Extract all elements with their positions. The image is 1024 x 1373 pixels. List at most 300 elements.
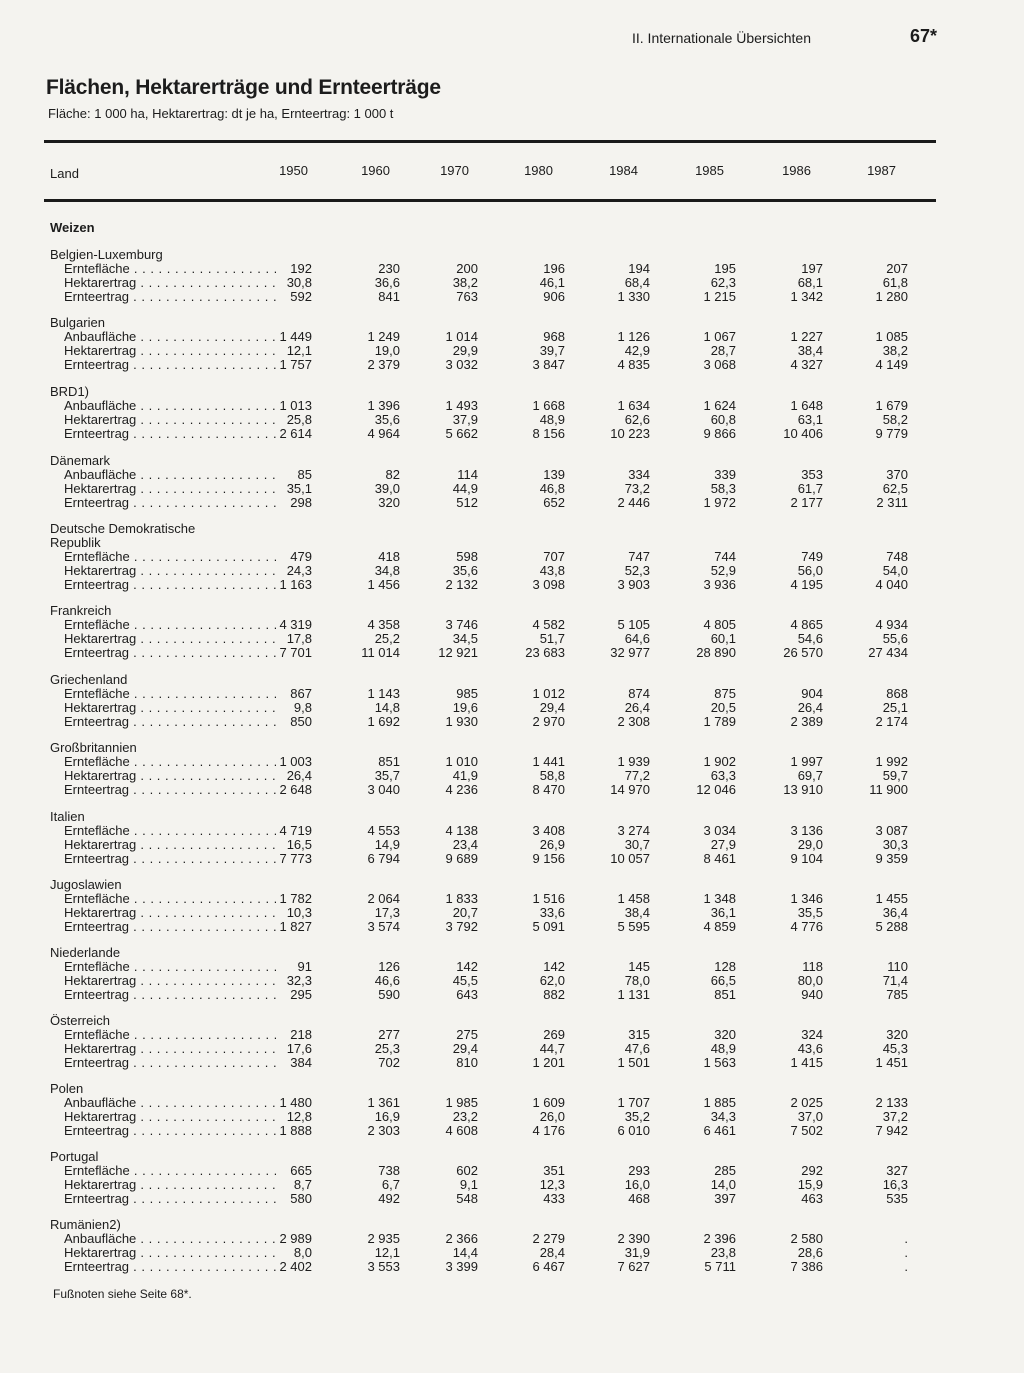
table-cell: 34,3	[710, 1109, 736, 1124]
table-cell: 463	[801, 1191, 823, 1206]
table-cell: 3 040	[367, 782, 400, 797]
table-cell: 397	[714, 1191, 736, 1206]
table-cell: 2 308	[617, 714, 650, 729]
table-cell: 58,8	[539, 768, 565, 783]
country-name: Bulgarien	[50, 315, 105, 330]
table-cell: 62,5	[882, 481, 908, 496]
footnote: Fußnoten siehe Seite 68*.	[53, 1287, 192, 1301]
table-cell: 16,9	[374, 1109, 400, 1124]
table-cell: 63,1	[797, 412, 823, 427]
table-cell: 25,3	[374, 1041, 400, 1056]
table-cell: 26,9	[539, 837, 565, 852]
table-cell: 17,8	[286, 631, 312, 646]
table-cell: 1 010	[445, 754, 478, 769]
column-header-1984: 1984	[609, 163, 638, 178]
table-cell: 34,8	[374, 563, 400, 578]
table-cell: 15,9	[797, 1177, 823, 1192]
table-cell: 2 379	[367, 357, 400, 372]
table-cell: 665	[290, 1163, 312, 1178]
table-cell: 320	[378, 495, 400, 510]
table-row	[50, 687, 930, 701]
table-cell: 35,2	[624, 1109, 650, 1124]
table-cell: .	[904, 1259, 908, 1274]
country-name: Italien	[50, 809, 85, 824]
table-cell: 12,1	[286, 343, 312, 358]
table-cell: 4 582	[532, 617, 565, 632]
table-cell: 47,6	[624, 1041, 650, 1056]
table-cell: 14 970	[610, 782, 650, 797]
table-cell: 3 553	[367, 1259, 400, 1274]
table-cell: 2 396	[703, 1231, 736, 1246]
table-cell: 10,3	[286, 905, 312, 920]
country-block	[50, 316, 930, 372]
table-cell: 868	[886, 686, 908, 701]
country-name: Großbritannien	[50, 740, 137, 755]
table-cell: 54,0	[882, 563, 908, 578]
row-label: Hektarertrag . . .	[64, 701, 276, 715]
table-cell: 749	[801, 549, 823, 564]
table-cell: 12 921	[438, 645, 478, 660]
table-cell: 2 989	[279, 1231, 312, 1246]
table-cell: 295	[290, 987, 312, 1002]
country-block	[50, 604, 930, 660]
country-block	[50, 522, 930, 592]
table-cell: 16,5	[286, 837, 312, 852]
table-cell: 292	[801, 1163, 823, 1178]
table-row	[50, 1042, 930, 1056]
row-label: Ernteertrag . . .	[64, 1192, 276, 1206]
table-row	[50, 632, 930, 646]
table-cell: 29,4	[539, 700, 565, 715]
table-cell: 62,3	[710, 275, 736, 290]
section-header: II. Internationale Übersichten	[632, 30, 811, 46]
table-cell: 1 458	[617, 891, 650, 906]
table-cell: 1 227	[790, 329, 823, 344]
row-label: Ernteertrag . . .	[64, 1124, 276, 1138]
table-cell: 126	[378, 959, 400, 974]
table-cell: 45,3	[882, 1041, 908, 1056]
table-cell: 810	[456, 1055, 478, 1070]
country-block	[50, 385, 930, 441]
table-cell: 54,6	[797, 631, 823, 646]
table-cell: 197	[801, 261, 823, 276]
table-cell: 139	[543, 467, 565, 482]
row-label: Erntefläche . . .	[64, 892, 276, 906]
table-cell: 1 985	[445, 1095, 478, 1110]
row-label: Hektarertrag . . .	[64, 1110, 276, 1124]
table-cell: 269	[543, 1027, 565, 1042]
table-cell: 46,6	[374, 973, 400, 988]
units-subtitle: Fläche: 1 000 ha, Hektarertrag: dt je ha, Ernteertrag: 1 000 t	[48, 106, 394, 121]
table-row	[50, 1164, 930, 1178]
table-cell: 42,9	[624, 343, 650, 358]
table-cell: 851	[714, 987, 736, 1002]
table-cell: 27 434	[868, 645, 908, 660]
table-cell: 110	[887, 959, 908, 974]
table-cell: 320	[714, 1027, 736, 1042]
table-cell: 1 126	[617, 329, 650, 344]
table-cell: 2 366	[445, 1231, 478, 1246]
table-cell: 30,7	[624, 837, 650, 852]
table-cell: 1 143	[367, 686, 400, 701]
table-cell: 9 104	[790, 851, 823, 866]
table-cell: 4 835	[617, 357, 650, 372]
table-cell: 3 136	[790, 823, 823, 838]
table-cell: 3 792	[445, 919, 478, 934]
table-cell: 194	[628, 261, 650, 276]
table-row	[50, 578, 930, 592]
row-label: Hektarertrag . . .	[64, 838, 276, 852]
country-block	[50, 248, 930, 304]
country-name: BRD1)	[50, 384, 90, 399]
table-cell: 2 311	[876, 495, 908, 510]
table-cell: 27,9	[710, 837, 736, 852]
table-cell: 10 223	[610, 426, 650, 441]
table-cell: 66,5	[710, 973, 736, 988]
table-cell: 61,7	[797, 481, 823, 496]
table-row	[50, 852, 930, 866]
table-cell: 43,8	[539, 563, 565, 578]
table-cell: 1 888	[279, 1123, 312, 1138]
table-cell: 6 010	[617, 1123, 650, 1138]
table-cell: 118	[802, 959, 823, 974]
table-cell: 5 105	[617, 617, 650, 632]
table-cell: 4 040	[875, 577, 908, 592]
table-cell: 9 779	[875, 426, 908, 441]
table-row	[50, 1056, 930, 1070]
table-row	[50, 550, 930, 564]
row-label: Ernteertrag . . .	[64, 290, 276, 304]
table-cell: 1 679	[875, 398, 908, 413]
row-label: Anbaufläche . . .	[64, 399, 276, 413]
table-cell: 6 794	[367, 851, 400, 866]
table-cell: 36,1	[710, 905, 736, 920]
table-cell: 35,6	[374, 412, 400, 427]
table-cell: 1 493	[445, 398, 478, 413]
table-cell: 33,6	[539, 905, 565, 920]
table-cell: 55,6	[882, 631, 908, 646]
table-cell: 69,7	[797, 768, 823, 783]
table-cell: 44,9	[452, 481, 478, 496]
table-cell: 940	[801, 987, 823, 1002]
country-name: Frankreich	[50, 603, 112, 618]
table-cell: 2 279	[532, 1231, 565, 1246]
table-cell: 35,7	[374, 768, 400, 783]
table-cell: 142	[543, 959, 565, 974]
table-cell: 28,4	[539, 1245, 565, 1260]
table-cell: 5 662	[445, 426, 478, 441]
table-cell: 3 098	[532, 577, 565, 592]
table-row	[50, 1124, 930, 1138]
table-cell: 3 408	[532, 823, 565, 838]
table-cell: 25,1	[882, 700, 908, 715]
table-cell: 19,6	[452, 700, 478, 715]
table-cell: 315	[628, 1027, 650, 1042]
table-cell: 1 013	[279, 398, 312, 413]
table-cell: 5 595	[617, 919, 650, 934]
table-cell: 1 280	[875, 289, 908, 304]
row-label: Ernteertrag . . .	[64, 358, 276, 372]
table-cell: 28,7	[710, 343, 736, 358]
table-cell: 4 195	[790, 577, 823, 592]
table-cell: 62,6	[624, 412, 650, 427]
table-cell: 580	[290, 1191, 312, 1206]
table-row	[50, 1096, 930, 1110]
table-cell: 275	[456, 1027, 478, 1042]
table-cell: 1 609	[532, 1095, 565, 1110]
table-cell: 36,6	[374, 275, 400, 290]
table-cell: 4 358	[367, 617, 400, 632]
table-cell: 46,1	[539, 275, 565, 290]
table-cell: 702	[378, 1055, 400, 1070]
table-cell: 1 833	[445, 891, 478, 906]
table-cell: 192	[290, 261, 312, 276]
row-label: Hektarertrag . . .	[64, 413, 276, 427]
table-cell: 26,0	[539, 1109, 565, 1124]
table-cell: 3 034	[703, 823, 736, 838]
header-rule-bottom	[44, 199, 936, 202]
table-cell: 195	[714, 261, 736, 276]
table-cell: 4 319	[279, 617, 312, 632]
table-cell: 38,2	[882, 343, 908, 358]
table-cell: 145	[628, 959, 650, 974]
table-cell: 16,3	[882, 1177, 908, 1192]
row-label: Ernteertrag . . .	[64, 852, 276, 866]
table-row	[50, 1028, 930, 1042]
table-cell: 370	[886, 467, 908, 482]
table-cell: 1 449	[279, 329, 312, 344]
table-cell: 1 939	[617, 754, 650, 769]
row-label: Ernteertrag . . .	[64, 988, 276, 1002]
table-cell: 62,0	[539, 973, 565, 988]
table-cell: 1 215	[703, 289, 736, 304]
table-cell: 707	[543, 549, 565, 564]
table-cell: 25,2	[374, 631, 400, 646]
table-cell: 1 782	[279, 891, 312, 906]
table-cell: 46,8	[539, 481, 565, 496]
table-cell: 56,0	[797, 563, 823, 578]
table-cell: 11 900	[869, 782, 908, 797]
table-row	[50, 1246, 930, 1260]
table-cell: 2 133	[875, 1095, 908, 1110]
row-label: Hektarertrag . . .	[64, 974, 276, 988]
table-cell: 52,9	[710, 563, 736, 578]
table-row	[50, 1178, 930, 1192]
table-cell: 38,4	[624, 905, 650, 920]
table-cell: 4 608	[445, 1123, 478, 1138]
table-cell: 277	[378, 1027, 400, 1042]
table-cell: 1 451	[875, 1055, 908, 1070]
table-cell: 1 827	[279, 919, 312, 934]
row-label: Anbaufläche . . .	[64, 468, 276, 482]
table-cell: 12 046	[696, 782, 736, 797]
table-cell: 3 746	[445, 617, 478, 632]
row-label: Ernteertrag . . .	[64, 1260, 276, 1274]
table-cell: 5 091	[532, 919, 565, 934]
table-cell: 36,4	[882, 905, 908, 920]
table-cell: 3 399	[445, 1259, 478, 1274]
row-label: Hektarertrag . . .	[64, 632, 276, 646]
table-cell: 44,7	[539, 1041, 565, 1056]
table-cell: 30,8	[286, 275, 312, 290]
table-row	[50, 906, 930, 920]
row-label: Ernteertrag . . .	[64, 427, 276, 441]
row-label: Ernteertrag . . .	[64, 715, 276, 729]
table-cell: 592	[290, 289, 312, 304]
table-cell: 35,6	[452, 563, 478, 578]
column-header-land: Land	[50, 166, 79, 181]
country-name: Jugoslawien	[50, 877, 122, 892]
row-label: Erntefläche . . .	[64, 960, 276, 974]
table-row	[50, 988, 930, 1002]
table-cell: 38,4	[797, 343, 823, 358]
table-cell: 7 627	[617, 1259, 650, 1274]
column-header-1950: 1950	[279, 163, 308, 178]
table-cell: 23,8	[710, 1245, 736, 1260]
table-cell: 7 942	[875, 1123, 908, 1138]
table-cell: 60,8	[710, 412, 736, 427]
table-cell: 12,3	[539, 1177, 565, 1192]
row-label: Hektarertrag . . .	[64, 906, 276, 920]
row-label: Hektarertrag . . .	[64, 1246, 276, 1260]
country-name: Griechenland	[50, 672, 128, 687]
country-name: Portugal	[50, 1149, 99, 1164]
country-block	[50, 1014, 930, 1070]
table-row	[50, 468, 930, 482]
table-cell: 29,0	[797, 837, 823, 852]
table-cell: 748	[886, 549, 908, 564]
table-cell: 1 668	[532, 398, 565, 413]
table-cell: 12,1	[374, 1245, 400, 1260]
row-label: Ernteertrag . . .	[64, 920, 276, 934]
table-row	[50, 496, 930, 510]
table-cell: 1 163	[279, 577, 312, 592]
table-cell: 3 032	[445, 357, 478, 372]
row-label: Ernteertrag . . .	[64, 1056, 276, 1070]
table-cell: 1 692	[367, 714, 400, 729]
table-cell: 19,0	[374, 343, 400, 358]
table-cell: 52,3	[624, 563, 650, 578]
table-row	[50, 838, 930, 852]
table-cell: 26,4	[286, 768, 312, 783]
table-cell: 882	[543, 987, 565, 1002]
table-cell: 2 446	[617, 495, 650, 510]
table-cell: 85	[297, 467, 312, 482]
table-cell: 590	[378, 987, 400, 1002]
table-cell: 37,0	[797, 1109, 823, 1124]
table-cell: 2 580	[790, 1231, 823, 1246]
table-cell: 1 003	[279, 754, 312, 769]
table-cell: 48,9	[539, 412, 565, 427]
table-cell: 51,7	[539, 631, 565, 646]
table-cell: 10 406	[783, 426, 823, 441]
country-name: Polen	[50, 1081, 84, 1096]
table-cell: 1 997	[790, 754, 823, 769]
table-cell: 29,4	[452, 1041, 478, 1056]
table-cell: 1 648	[790, 398, 823, 413]
table-cell: 598	[456, 549, 478, 564]
table-cell: 850	[290, 714, 312, 729]
row-label: Erntefläche . . .	[64, 1028, 276, 1042]
table-cell: 14,0	[710, 1177, 736, 1192]
table-row	[50, 646, 930, 660]
table-cell: 327	[886, 1163, 908, 1178]
table-cell: 1 930	[445, 714, 478, 729]
table-cell: 23,2	[452, 1109, 478, 1124]
table-cell: 73,2	[624, 481, 650, 496]
table-cell: 4 327	[790, 357, 823, 372]
row-label: Erntefläche . . .	[64, 824, 276, 838]
table-cell: 418	[378, 549, 400, 564]
table-cell: 9 359	[875, 851, 908, 866]
table-cell: 12,8	[286, 1109, 312, 1124]
table-row	[50, 1260, 930, 1274]
table-cell: 9 689	[445, 851, 478, 866]
table-cell: 4 138	[445, 823, 478, 838]
table-cell: 4 176	[532, 1123, 565, 1138]
row-label: Anbaufläche . . .	[64, 1096, 276, 1110]
table-cell: 841	[378, 289, 400, 304]
table-cell: 2 970	[532, 714, 565, 729]
table-cell: 37,2	[882, 1109, 908, 1124]
table-cell: 23 683	[525, 645, 565, 660]
table-cell: 285	[714, 1163, 736, 1178]
table-cell: 78,0	[624, 973, 650, 988]
table-cell: 38,2	[452, 275, 478, 290]
table-cell: 7 386	[790, 1259, 823, 1274]
table-cell: 13 910	[783, 782, 823, 797]
country-name: Belgien-Luxemburg	[50, 247, 163, 262]
table-cell: 4 149	[875, 357, 908, 372]
table-cell: 1 441	[532, 754, 565, 769]
table-cell: 1 624	[703, 398, 736, 413]
table-cell: 8 470	[532, 782, 565, 797]
table-cell: 1 885	[703, 1095, 736, 1110]
table-cell: 58,2	[882, 412, 908, 427]
table-cell: 293	[628, 1163, 650, 1178]
country-block	[50, 1082, 930, 1138]
table-cell: 384	[290, 1055, 312, 1070]
table-cell: 64,6	[624, 631, 650, 646]
table-cell: 1 396	[367, 398, 400, 413]
table-cell: 114	[457, 467, 478, 482]
row-label: Erntefläche . . .	[64, 687, 276, 701]
table-cell: 298	[290, 495, 312, 510]
table-cell: 1 455	[875, 891, 908, 906]
country-block	[50, 454, 930, 510]
table-cell: 24,3	[286, 563, 312, 578]
table-cell: 906	[543, 289, 565, 304]
table-cell: 32,3	[286, 973, 312, 988]
table-cell: 1 131	[617, 987, 650, 1002]
table-cell: 492	[378, 1191, 400, 1206]
table-cell: 8 461	[703, 851, 736, 866]
table-cell: 763	[456, 289, 478, 304]
page-number: 67*	[910, 26, 938, 46]
table-row	[50, 1110, 930, 1124]
table-cell: 479	[290, 549, 312, 564]
table-cell: 207	[886, 261, 908, 276]
table-row	[50, 399, 930, 413]
table-row	[50, 618, 930, 632]
table-cell: 1 249	[367, 329, 400, 344]
table-cell: 1 992	[875, 754, 908, 769]
table-cell: 8,7	[293, 1177, 312, 1192]
table-cell: 17,6	[286, 1041, 312, 1056]
country-block	[50, 1218, 930, 1274]
table-cell: 58,3	[710, 481, 736, 496]
table-row	[50, 358, 930, 372]
